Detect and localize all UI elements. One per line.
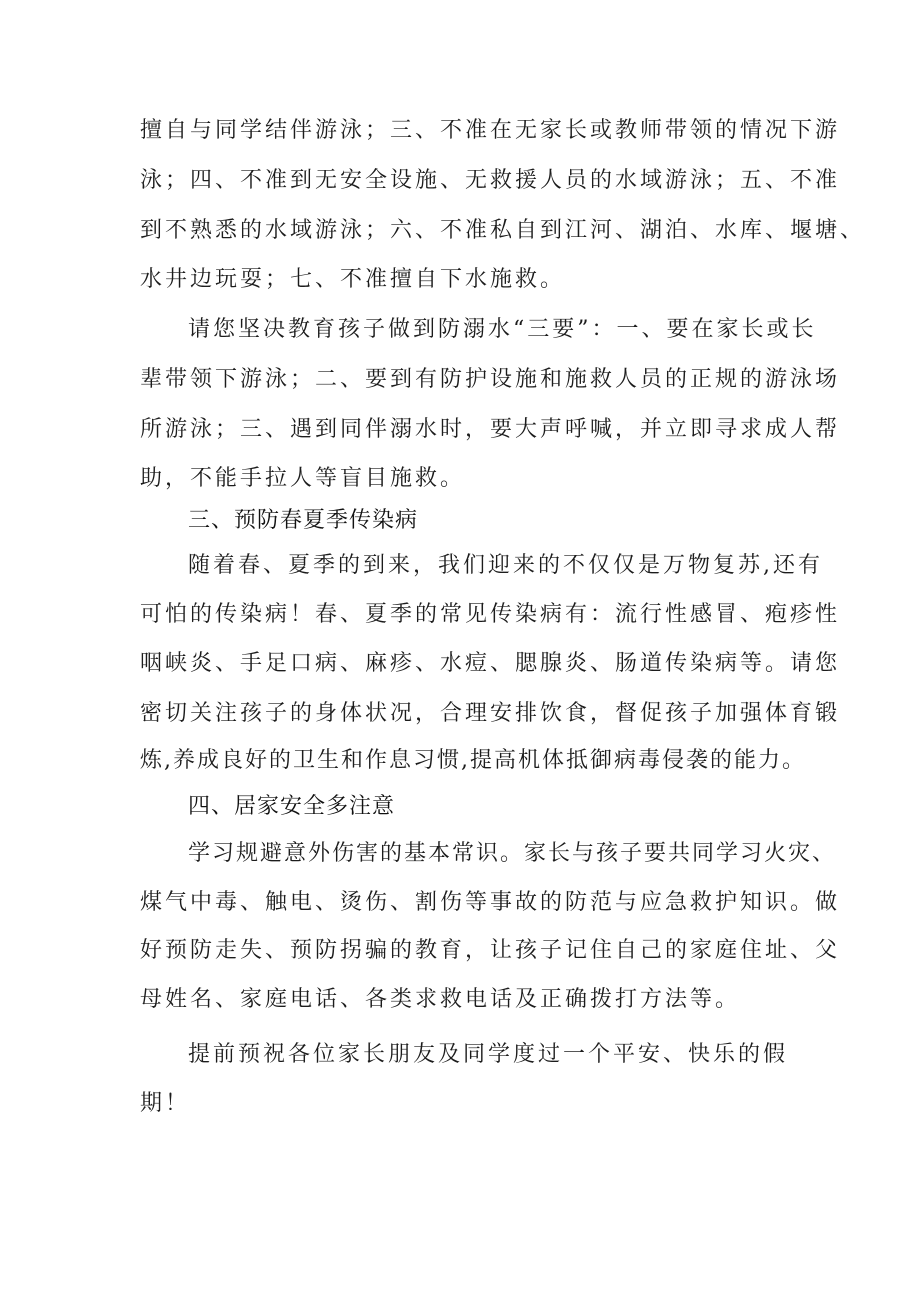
paragraph-line: 泳；四、不准到无安全设施、无救援人员的水域游泳；五、不准 bbox=[140, 168, 841, 193]
paragraph-line: 辈带领下游泳；二、要到有防护设施和施救人员的正规的游泳场 bbox=[140, 367, 841, 392]
paragraph-line: 助，不能手拉人等盲目施救。 bbox=[140, 466, 466, 491]
paragraph-line: 炼,养成良好的卫生和作息习惯,提高机体抵御病毒侵袭的能力。 bbox=[140, 748, 806, 773]
paragraph-line: 到不熟悉的水域游泳；六、不准私自到江河、湖泊、水库、堰塘、 bbox=[140, 218, 866, 243]
paragraph-line: 随着春、夏季的到来，我们迎来的不仅仅是万物复苏,还有 bbox=[188, 553, 823, 578]
closing-line: 期！ bbox=[140, 1091, 191, 1116]
section-heading: 三、预防春夏季传染病 bbox=[188, 508, 419, 533]
paragraph-line: 咽峡炎、手足口病、麻疹、水痘、腮腺炎、肠道传染病等。请您 bbox=[140, 651, 841, 676]
paragraph-line: 母姓名、家庭电话、各类求救电话及正确拨打方法等。 bbox=[140, 987, 741, 1012]
paragraph-line: 煤气中毒、触电、烫伤、割伤等事故的防范与应急救护知识。做 bbox=[140, 890, 841, 915]
paragraph-line: 密切关注孩子的身体状况，合理安排饮食，督促孩子加强体育锻 bbox=[140, 701, 841, 726]
paragraph-line: 请您坚决教育孩子做到防溺水“三要”：一、要在家长或长 bbox=[188, 317, 817, 342]
paragraph-line: 擅自与同学结伴游泳；三、不准在无家长或教师带领的情况下游 bbox=[140, 118, 841, 143]
paragraph-line: 学习规避意外伤害的基本常识。家长与孩子要共同学习火灾、 bbox=[188, 841, 837, 866]
paragraph-line: 所游泳；三、遇到同伴溺水时，要大声呼喊，并立即寻求成人帮 bbox=[140, 417, 841, 442]
section-heading: 四、居家安全多注意 bbox=[188, 794, 396, 819]
paragraph-line: 可怕的传染病！春、夏季的常见传染病有：流行性感冒、疱疹性 bbox=[140, 602, 841, 627]
paragraph-line: 好预防走失、预防拐骗的教育，让孩子记住自己的家庭住址、父 bbox=[140, 938, 841, 963]
paragraph-line: 水井边玩耍；七、不准擅自下水施救。 bbox=[140, 267, 566, 292]
closing-line: 提前预祝各位家长朋友及同学度过一个平安、快乐的假 bbox=[188, 1042, 789, 1067]
